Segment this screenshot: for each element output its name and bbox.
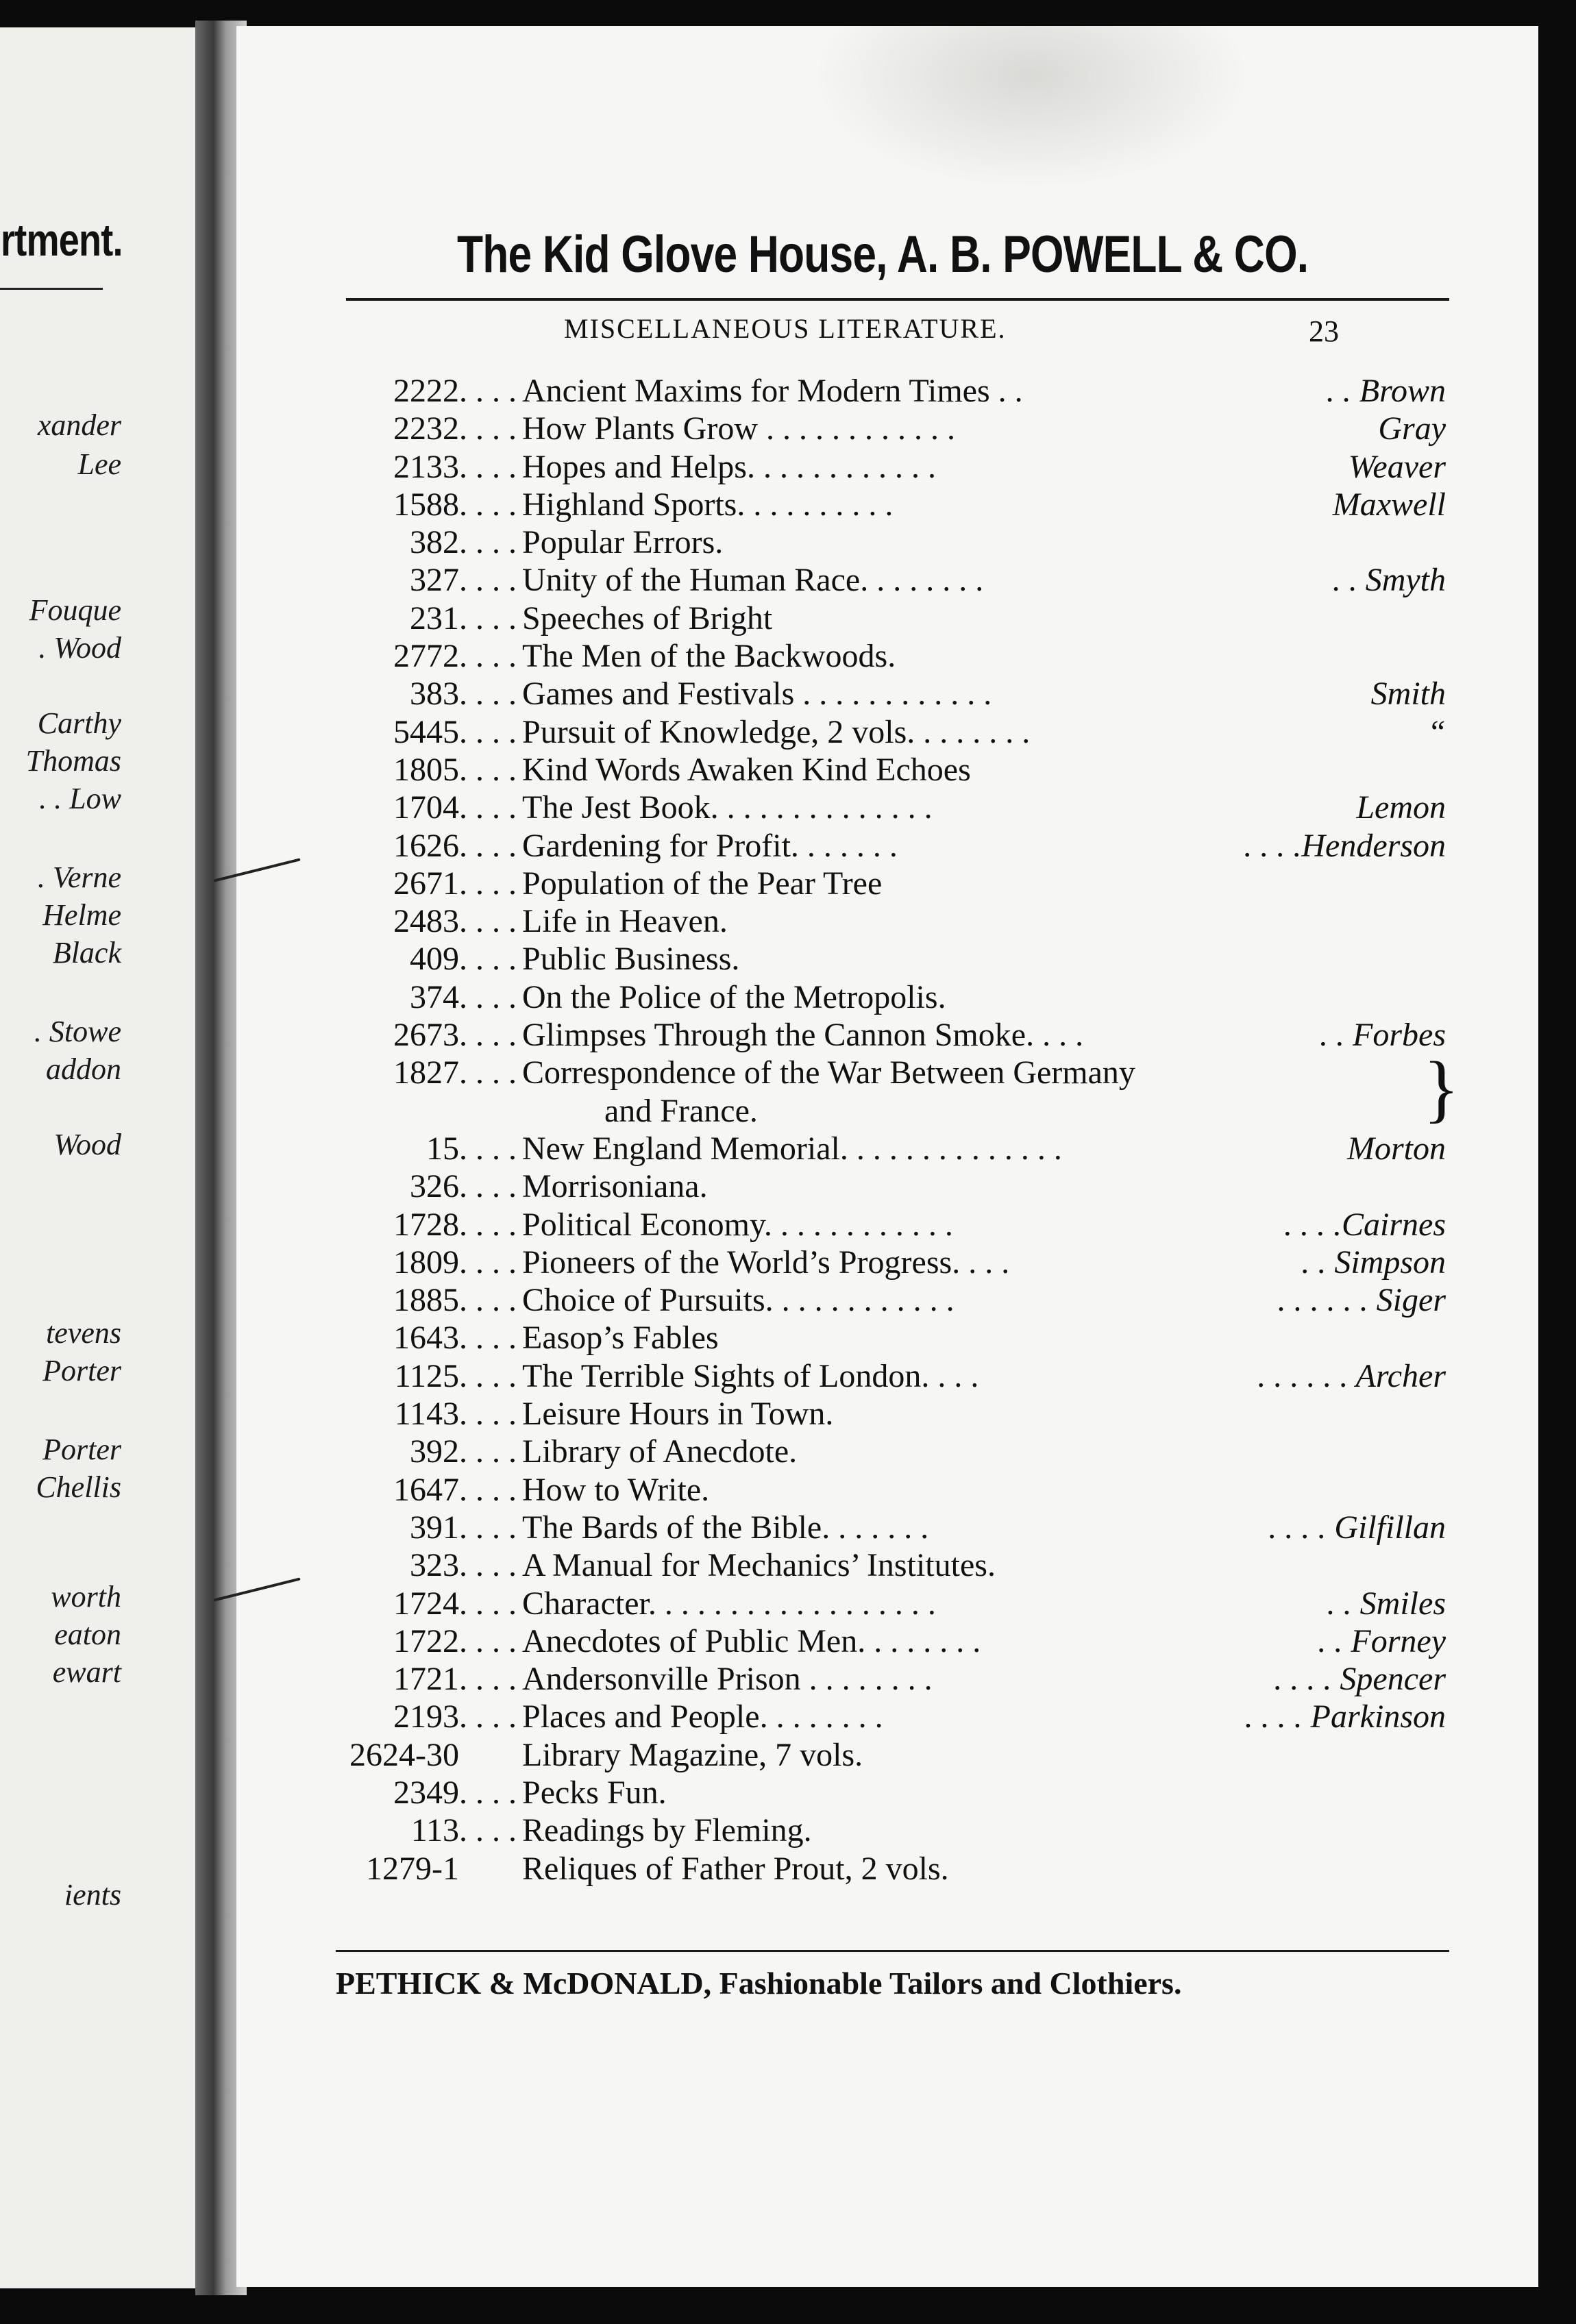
entry-title: Andersonville Prison . . . . . . . . [522,1661,933,1698]
entry-title: Leisure Hours in Town. [522,1396,834,1433]
catalog-entry [336,410,1446,447]
entry-leader: . . . . [459,448,517,485]
catalog-entry [336,1319,1446,1357]
entry-leader: . . . . [459,978,517,1015]
entry-title: The Bards of the Bible. . . . . . . [522,1509,929,1546]
entry-number: 113 [410,1812,459,1849]
entry-number: 231 [410,599,459,636]
entry-title: Hopes and Helps. . . . . . . . . . . . [522,448,936,485]
catalog-entry [336,1736,1446,1774]
catalog-entry [336,372,1446,410]
entry-number: 374 [410,978,459,1015]
entry-number: 2133 [393,448,459,485]
catalog-entry [336,637,1446,675]
left-page-fragment: ewart [52,1655,121,1689]
entry-title: Reliques of Father Prout, 2 vols. [522,1850,949,1887]
catalog-entry [336,1016,1446,1054]
entry-number: 15 [426,1130,459,1167]
entry-leader: . . . . [459,789,517,826]
banner-rule [346,298,1449,301]
entry-number: 2483 [393,903,459,940]
entry-number: 2772 [393,638,459,675]
entry-leader: . . . . [459,638,517,675]
catalog-entry [336,1092,1446,1130]
entry-title: Pecks Fun. [522,1774,667,1811]
entry-title: Library of Anecdote. [522,1433,798,1470]
catalog-entry [336,1622,1446,1660]
entry-author: . . . . . . Siger [1277,1282,1446,1319]
entry-title: Choice of Pursuits. . . . . . . . . . . . [522,1282,955,1319]
entry-author: . . Smyth [1332,562,1446,599]
entry-title: The Terrible Sights of London. . . . [522,1357,979,1394]
entry-title: The Men of the Backwoods. [522,638,896,675]
catalog-entry [336,1206,1446,1244]
entry-number: 2232 [393,410,459,447]
entry-author: . . . . Gilfillan [1268,1509,1446,1546]
entry-number: 1809 [393,1244,459,1281]
entry-title: Kind Words Awaken Kind Echoes [522,751,971,788]
left-page-fragment: Porter [42,1354,121,1387]
entry-leader: . . . . [459,1130,517,1167]
entry-title: Speeches of Bright [522,599,773,636]
entry-leader: . . . . [459,1661,517,1698]
entry-brace: } [1423,1046,1460,1130]
entry-number: 323 [410,1547,459,1584]
entry-author: Weaver [1348,448,1446,485]
left-page-fragment: Fouque [29,593,121,627]
entry-number: 1885 [393,1282,459,1319]
entry-number: 1143 [394,1396,459,1433]
entry-number: 1588 [393,486,459,523]
left-page-heading: rtment. [1,214,123,265]
entry-leader: . . . . [459,1471,517,1508]
entry-number: 1724 [393,1585,459,1622]
entry-number: 2193 [393,1698,459,1735]
entry-leader: . . . . [459,1282,517,1319]
entry-leader: . . . . [459,1698,517,1735]
catalog-entry [336,486,1446,523]
catalog-entry [336,1471,1446,1509]
entry-title: How to Write. [522,1471,710,1508]
entry-author: . . . .Cairnes [1283,1206,1446,1243]
catalog-entry [336,1774,1446,1812]
catalog-entry [336,1167,1446,1205]
entry-number: 1626 [393,827,459,864]
entry-title: How Plants Grow . . . . . . . . . . . . [522,410,955,447]
entry-title: Population of the Pear Tree [522,865,883,902]
page-banner: The Kid Glove House, A. B. POWELL & CO. [457,225,1309,284]
entry-title: Unity of the Human Race. . . . . . . . [522,562,984,599]
entry-author: Maxwell [1332,486,1446,523]
entry-title: A Manual for Mechanics’ Institutes. [522,1547,996,1584]
entry-author: Smith [1370,676,1446,713]
entry-title: Readings by Fleming. [522,1812,812,1849]
entry-title: Political Economy. . . . . . . . . . . . [522,1206,953,1243]
entry-number: 1647 [393,1471,459,1508]
catalog-entry [336,1698,1446,1735]
left-page-fragment: Chellis [36,1470,121,1504]
entry-leader: . . . . [459,676,517,713]
catalog-entry [336,789,1446,826]
left-page-fragment: Black [52,936,121,969]
entry-leader: . . . . [459,1244,517,1281]
entry-leader: . . . . [459,1357,517,1394]
catalog-entry [336,1509,1446,1546]
page-number: 23 [1309,314,1339,348]
catalog-entry [336,902,1446,940]
left-page-fragment: Thomas [25,744,121,778]
entry-leader: . . . . [459,903,517,940]
entry-number: 2624-30 [349,1736,459,1773]
entry-number: 409 [410,941,459,978]
entry-leader: . . . . [459,1547,517,1584]
left-page-fragment: eaton [54,1618,121,1651]
entry-author: . . Brown [1326,373,1446,409]
entry-number: 391 [410,1509,459,1546]
entry-leader: . . . . [459,1622,517,1659]
entry-leader: . . . . [459,1396,517,1433]
section-title: MISCELLANEOUS LITERATURE. [564,313,1007,344]
footer-rule [336,1950,1449,1952]
left-facing-page [0,27,202,2288]
entry-leader: . . . . [459,941,517,978]
entry-leader: . . . . [459,1320,517,1357]
catalog-entry [336,865,1446,902]
left-page-fragment: Porter [42,1433,121,1466]
entry-number: 1722 [393,1622,459,1659]
left-page-fragment: . Verne [37,861,121,894]
entry-number: 1643 [393,1320,459,1357]
entry-number: 383 [410,676,459,713]
entry-author: “ [1427,713,1446,750]
entry-title: The Jest Book. . . . . . . . . . . . . . [522,789,933,826]
entry-leader: . . . . [459,373,517,409]
entry-leader: . . . . [459,713,517,750]
page-footer: PETHICK & McDONALD, Fashionable Tailors and Clothiers. [336,1966,1182,2001]
entry-leader: . . . . [459,1206,517,1243]
entry-title: Glimpses Through the Cannon Smoke. . . . [522,1017,1084,1054]
left-page-fragment: Lee [77,447,121,481]
paper-stain [812,26,1251,190]
entry-author: . . Forbes [1320,1017,1446,1054]
entry-leader: . . . . [459,1812,517,1849]
catalog-entry [336,448,1446,486]
entry-number: 1704 [393,789,459,826]
entry-leader: . . . . [459,486,517,523]
entry-title: Places and People. . . . . . . . [522,1698,883,1735]
entry-title: On the Police of the Metropolis. [522,978,946,1015]
left-page-fragment: Carthy [37,706,121,740]
catalog-entry [336,751,1446,789]
entry-number: 1721 [393,1661,459,1698]
entry-leader: . . . . [459,1017,517,1054]
left-page-fragment: ients [64,1878,121,1912]
entry-leader: . . . . [459,1509,517,1546]
entry-number: 2222 [393,373,459,409]
entry-author: . . Simpson [1301,1244,1446,1281]
entry-author: . . Smiles [1327,1585,1446,1622]
entry-leader: . . . . [459,410,517,447]
catalog-entry [336,1395,1446,1433]
left-page-fragment: worth [51,1580,121,1614]
entry-leader: . . . . [459,1585,517,1622]
entry-author: Gray [1378,410,1446,447]
catalog-entry [336,1850,1446,1888]
entry-leader: . . . . [459,1168,517,1205]
entry-number: 2673 [393,1017,459,1054]
catalog-entry [336,713,1446,751]
entry-title: Anecdotes of Public Men. . . . . . . . [522,1622,981,1659]
entry-leader: . . . . [459,524,517,561]
entry-number: 5445 [393,713,459,750]
catalog-entry [336,599,1446,637]
entry-title: Library Magazine, 7 vols. [522,1736,863,1773]
entry-title: Pioneers of the World’s Progress. . . . [522,1244,1010,1281]
left-page-fragment: addon [46,1052,121,1086]
entry-title: Correspondence of the War Between Germany [522,1054,1135,1091]
entry-author: . . . .Henderson [1244,827,1446,864]
entry-title: Ancient Maxims for Modern Times . . [522,373,1023,409]
entry-author: . . . . . . Archer [1257,1357,1446,1394]
catalog-entry [336,1585,1446,1622]
entry-number: 2349 [393,1774,459,1811]
catalog-entry [336,561,1446,599]
catalog-entry [336,1357,1446,1395]
left-page-fragment: Helme [42,898,121,932]
entry-author: Morton [1347,1130,1446,1167]
catalog-entry [336,675,1446,713]
left-page-rule [0,288,103,290]
entry-leader: . . . . [459,827,517,864]
catalog-entry [336,978,1446,1016]
entry-title: Morrisoniana. [522,1168,708,1205]
left-page-fragment: . Wood [38,631,121,665]
entry-title: Character. . . . . . . . . . . . . . . . . . [522,1585,936,1622]
entry-leader: . . . . [459,1433,517,1470]
entry-leader: . . . . [459,599,517,636]
entry-title: Pursuit of Knowledge, 2 vols. . . . . . . . [522,713,1031,750]
entry-number: 1805 [393,751,459,788]
catalog-entries [336,372,1460,1888]
catalog-entry [336,1130,1446,1167]
entry-leader: . . . . [459,751,517,788]
entry-number: 327 [410,562,459,599]
entry-author: Lemon [1356,789,1446,826]
left-page-fragment: tevens [46,1316,121,1350]
entry-title: Highland Sports. . . . . . . . . . [522,486,894,523]
entry-title: Gardening for Profit. . . . . . . [522,827,898,864]
entry-author: . . Forney [1318,1622,1446,1659]
entry-title: New England Memorial. . . . . . . . . . . . . . [522,1130,1062,1167]
catalog-entry [336,523,1446,561]
entry-number: 1279-1 [366,1850,459,1887]
entry-leader: . . . . [459,1774,517,1811]
left-page-fragment: Wood [53,1128,121,1161]
entry-title: Easop’s Fables [522,1320,719,1357]
left-page-fragment: xander [37,408,121,442]
entry-number: 1827 [393,1054,459,1091]
left-page-fragment: . Stowe [34,1015,121,1048]
entry-leader: . . . . [459,1054,517,1091]
catalog-entry [336,827,1446,865]
entry-title: Games and Festivals . . . . . . . . . . . . [522,676,992,713]
entry-leader: . . . . [459,865,517,902]
left-page-fragment: . . Low [39,782,121,815]
catalog-entry [336,1433,1446,1470]
catalog-entry [336,940,1446,978]
entry-leader: . . . . [459,562,517,599]
catalog-entry [336,1546,1446,1584]
catalog-entry [336,1812,1446,1849]
entry-author: . . . . Spencer [1274,1661,1446,1698]
catalog-entry [336,1660,1446,1698]
catalog-entry [336,1244,1446,1281]
entry-title: Popular Errors. [522,524,724,561]
catalog-entry [336,1281,1446,1319]
entry-number: 2671 [393,865,459,902]
entry-number: 1728 [393,1206,459,1243]
entry-title: and France. [604,1092,758,1129]
entry-author: . . . . Parkinson [1244,1698,1446,1735]
entry-title: Public Business. [522,941,740,978]
entry-number: 382 [410,524,459,561]
entry-title: Life in Heaven. [522,903,728,940]
entry-number: 1125 [394,1357,459,1394]
entry-number: 326 [410,1168,459,1205]
document-page [236,26,1538,2287]
entry-number: 392 [410,1433,459,1470]
